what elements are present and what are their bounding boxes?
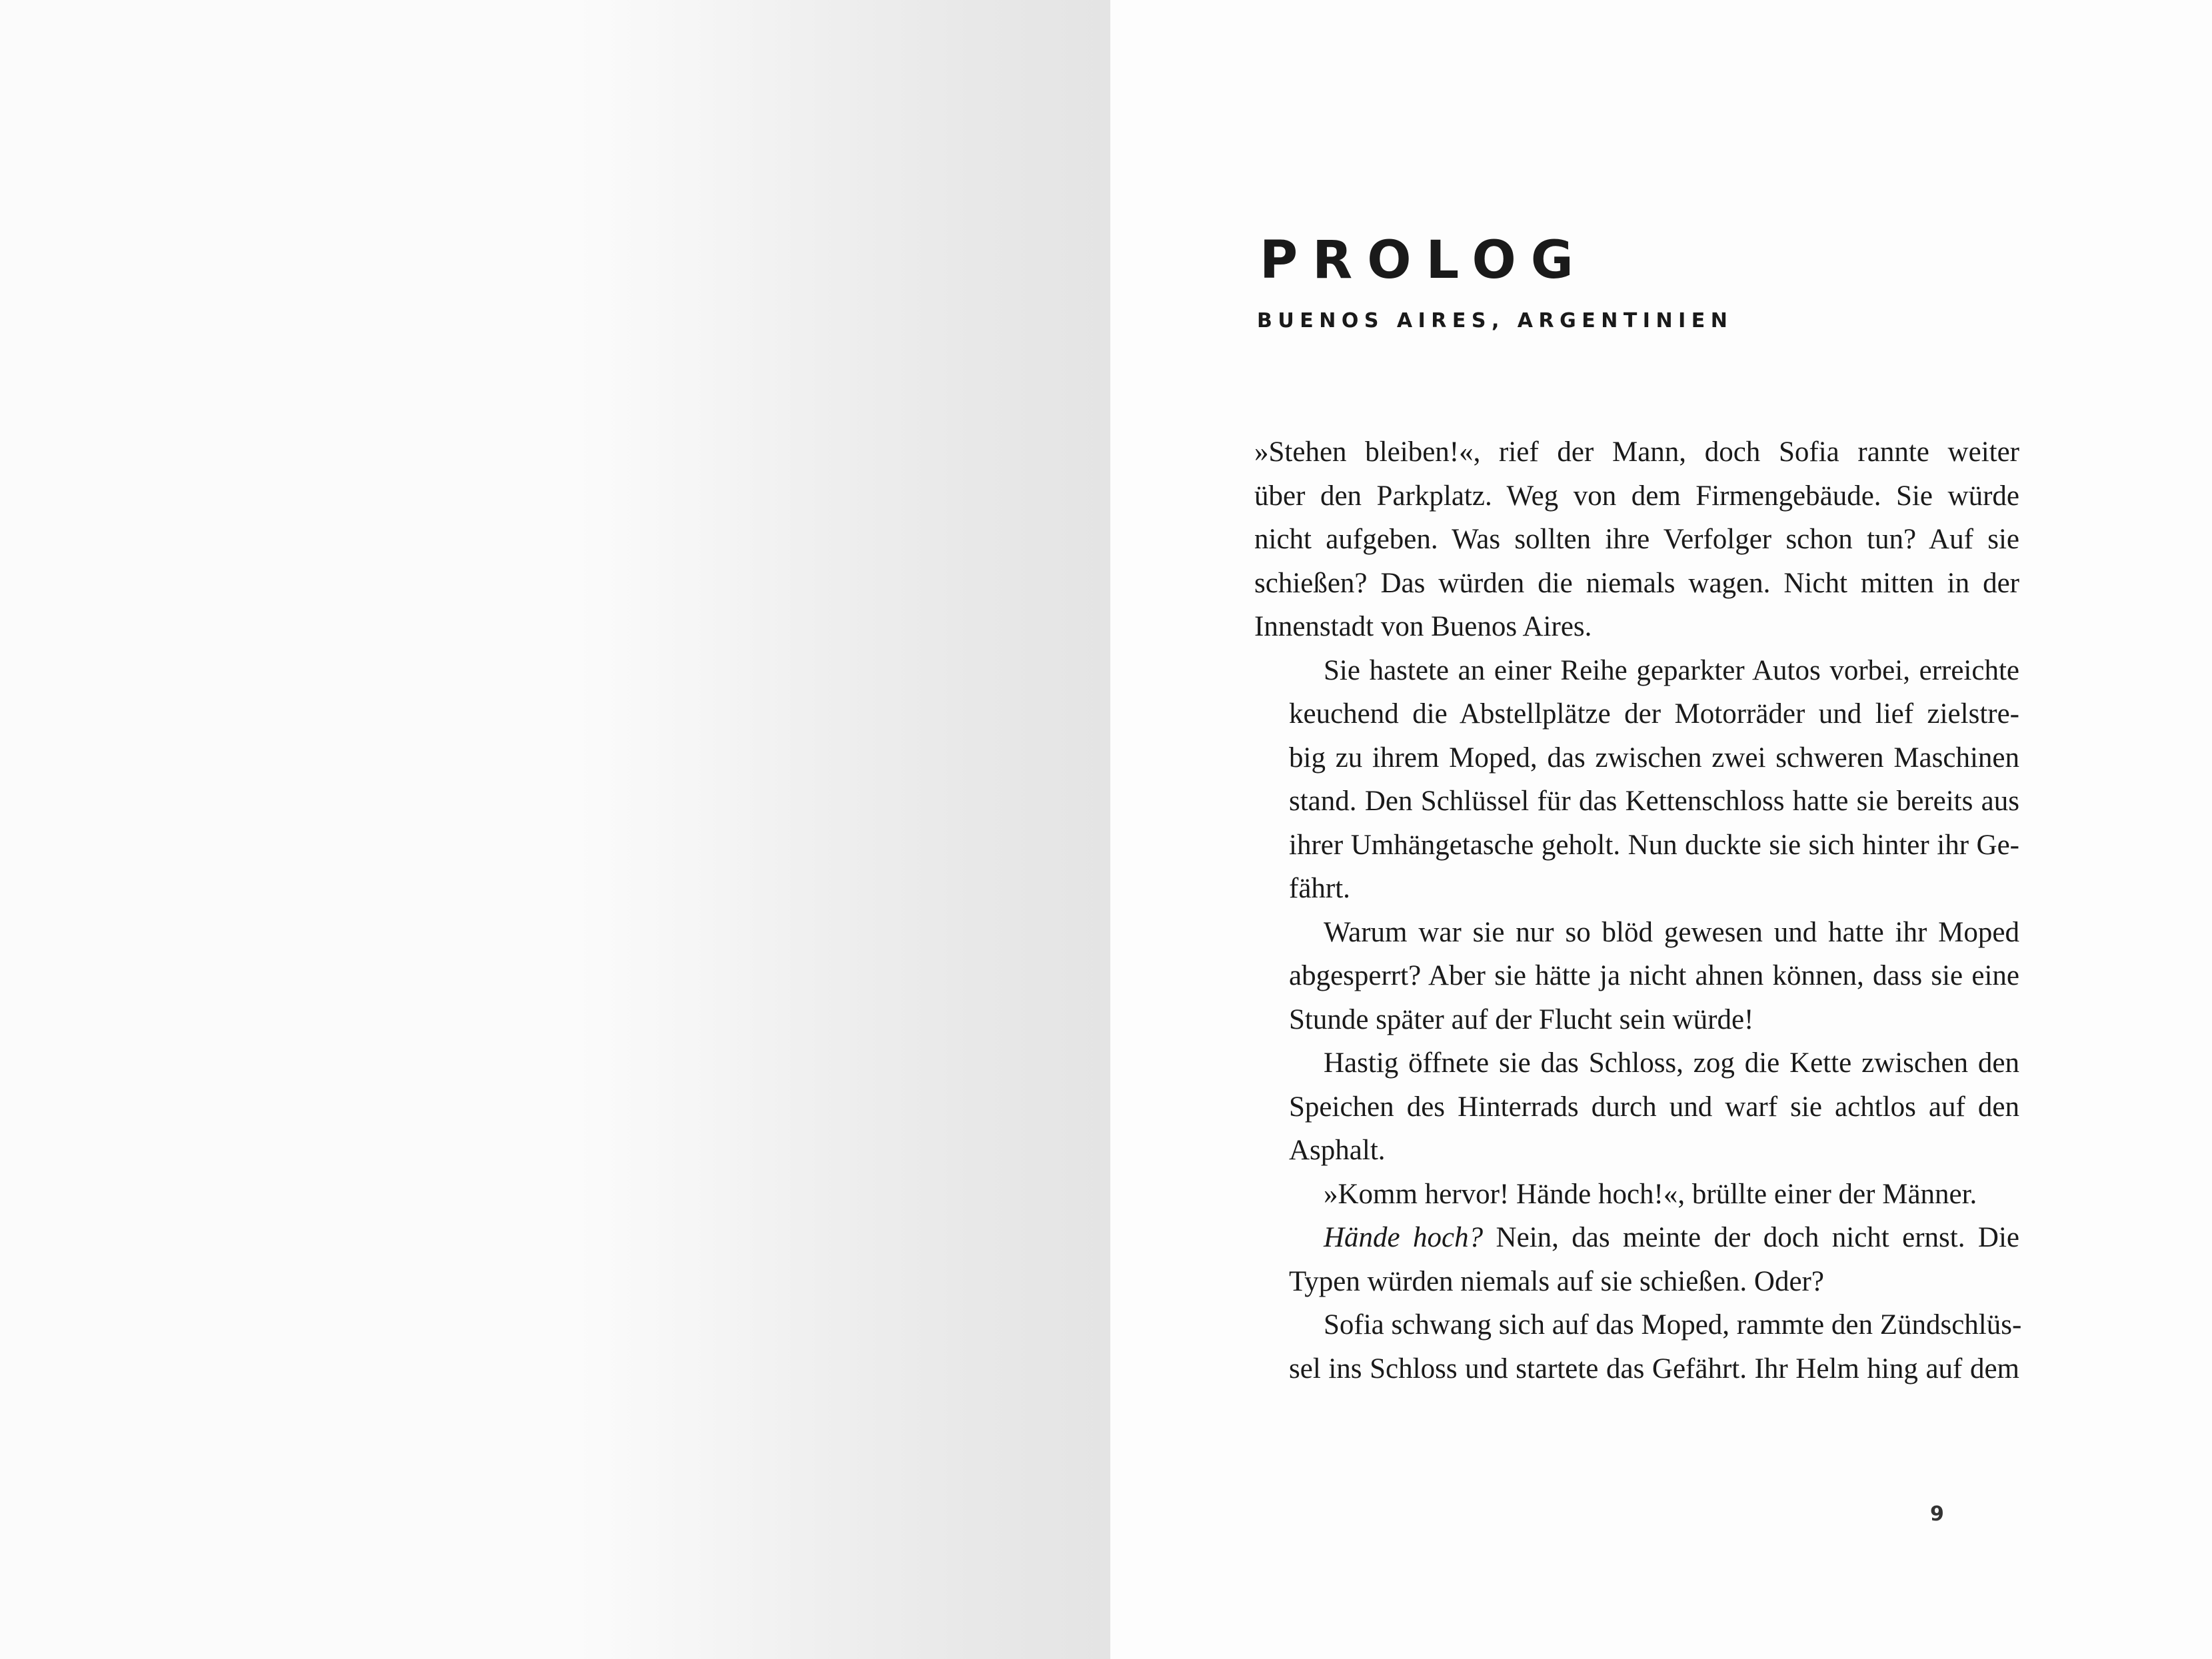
text-line: Stunde später auf der Flucht sein würde!	[1289, 1003, 1754, 1035]
text-line: sel ins Schloss und startete das Gefährt. Ihr Helm hing auf dem	[1289, 1353, 2019, 1384]
paragraph-4	[1254, 1041, 2019, 1173]
text-line: Sie hastete an einer Reihe geparkter Autos vorbei, erreichte	[1324, 654, 2019, 686]
paragraph-2	[1254, 649, 2019, 911]
text-line: »Komm hervor! Hände hoch!«, brüllte einer der Männer.	[1324, 1178, 1977, 1210]
text-line: Speichen des Hinterrads durch und warf sie achtlos auf den	[1289, 1091, 2019, 1123]
paragraph-3	[1254, 911, 2019, 1042]
text-segment: Nein, das meinte der doch nicht ernst. Die	[1483, 1222, 2019, 1253]
text-line: nicht aufgeben. Was sollten ihre Verfolger schon tun? Auf sie	[1254, 524, 2019, 555]
text-line: schießen? Das würden die niemals wagen. Nicht mitten in der	[1254, 567, 2019, 599]
text-line: stand. Den Schlüssel für das Kettenschloss hatte sie bereits aus	[1289, 786, 2019, 817]
paragraph-6	[1254, 1216, 2019, 1303]
chapter-title: PROLOG	[1260, 231, 1588, 290]
text-line: fährt.	[1289, 873, 1350, 904]
text-line: Asphalt.	[1289, 1135, 1386, 1166]
text-line	[1254, 1216, 2019, 1260]
body-text	[1254, 430, 2022, 1390]
text-line: Typen würden niemals auf sie schießen. Oder?	[1289, 1265, 1824, 1297]
text-line: Warum war sie nur so blöd gewesen und hatte ihr Moped	[1324, 916, 2019, 948]
page-number: 9	[1930, 1502, 1944, 1526]
text-line: abgesperrt? Aber sie hätte ja nicht ahnen können, dass sie eine	[1289, 960, 2019, 991]
text-line: Hastig öffnete sie das Schloss, zog die Kette zwischen den	[1324, 1047, 2019, 1079]
paragraph-1	[1254, 430, 2019, 649]
italic-phrase: Hände hoch?	[1324, 1222, 1484, 1253]
text-line: »Stehen bleiben!«, rief der Mann, doch Sofia rannte weiter	[1254, 436, 2019, 468]
text-line: Sofia schwang sich auf das Moped, rammte den Zündschlüs-	[1324, 1309, 2022, 1341]
text-line: Innenstadt von Buenos Aires.	[1254, 611, 1592, 642]
text-line: big zu ihrem Moped, das zwischen zwei schweren Maschinen	[1289, 742, 2019, 774]
text-line: ihrer Umhängetasche geholt. Nun duckte sie sich hinter ihr Ge-	[1289, 829, 2019, 861]
paragraph-5	[1254, 1173, 2019, 1217]
text-line: keuchend die Abstellplätze der Motorräder und lief zielstre-	[1289, 698, 2019, 730]
text-line: über den Parkplatz. Weg von dem Firmengebäude. Sie würde	[1254, 480, 2019, 512]
chapter-subtitle: BUENOS AIRES, ARGENTINIEN	[1257, 309, 1733, 332]
paragraph-7	[1254, 1303, 2022, 1390]
